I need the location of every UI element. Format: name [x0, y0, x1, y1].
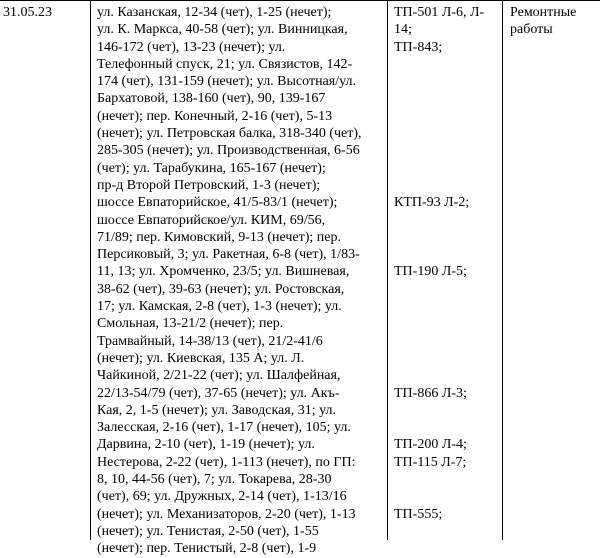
address-line: (чет), 69; ул. Дружных, 2-14 (чет), 1-13/16 [97, 489, 347, 505]
address-line: (нечет); пер. Конечный, 2-16 (чет), 5-13 [97, 108, 333, 124]
substation-line: ТП-843; [394, 39, 443, 55]
address-line: 285-305 (нечет); ул. Производственная, 6-56 [97, 143, 360, 159]
substation-line [394, 488, 484, 505]
substation-line [394, 212, 484, 229]
column-divider-date [90, 0, 91, 540]
address-line: 38-62 (чет), 39-63 (нечет); ул. Ростовская, [97, 281, 345, 297]
substation-line: ТП-190 Л-5; [394, 264, 467, 280]
address-line: Телефонный спуск, 21; ул. Связистов, 142- [97, 56, 353, 72]
substation-line [394, 90, 484, 107]
substation-line [394, 402, 484, 419]
substation-line: ТП-115 Л-7; [394, 454, 467, 470]
substation-line: ТП-555; [394, 506, 443, 522]
address-line: (чет); ул. Тарабукина, 165-167 (нечет); [97, 160, 326, 176]
substation-line [394, 298, 484, 315]
address-line: Трамвайный, 14-38/13 (чет), 21/2-41/6 [97, 333, 323, 349]
substation-line [394, 160, 484, 177]
substation-line [394, 367, 484, 384]
address-line: Залесская, 2-16 (чет), 1-17 (нечет), 105; ул. [97, 420, 351, 436]
substation-line [394, 471, 484, 488]
work-type-line: работы [510, 22, 553, 38]
address-line: шоссе Евпаторийское/ул. КИМ, 69/56, [97, 212, 326, 228]
address-line: ул. Казанская, 12-34 (чет), 1-25 (нечет); [97, 5, 332, 20]
address-line: Дарвина, 2-10 (чет), 1-19 (нечет); ул. [97, 437, 315, 453]
column-divider-address [387, 0, 388, 540]
address-line: Кая, 2, 1-5 (нечет); ул. Заводская, 31; ул. [97, 402, 336, 418]
substation-line [394, 315, 484, 332]
substation-line [394, 177, 484, 194]
address-line: 22/13-54/79 (чет), 37-65 (нечет); ул. Акъ- [97, 385, 340, 401]
substation-line [394, 73, 484, 90]
substation-line [394, 333, 484, 350]
column-divider-tp [502, 0, 503, 540]
address-line: 11, 13; ул. Хромченко, 23/5; ул. Вишневая, [97, 264, 350, 280]
address-line: Бархатовой, 138-160 (чет), 90, 139-167 [97, 91, 326, 107]
date-text: 31.05.23 [3, 5, 52, 20]
address-line: (нечет); ул. Киевская, 135 А; ул. Л. [97, 350, 305, 366]
substation-line: ТП-501 Л-6, Л- [394, 5, 485, 20]
substation-line [394, 125, 484, 142]
substation-line [394, 142, 484, 159]
substation-line: ТП-866 Л-3; [394, 385, 467, 401]
address-line: 174 (чет), 131-159 (нечет); ул. Высотная/ул. [97, 74, 356, 90]
address-line: 146-172 (чет), 13-23 (нечет); ул. [97, 39, 286, 55]
address-line: (нечет); ул. Тенистая, 2-50 (чет), 1-55 [97, 523, 319, 539]
substation-line [394, 350, 484, 367]
work-type-cell [510, 4, 576, 39]
substation-line [394, 229, 484, 246]
address-line: шоссе Евпаторийское, 41/5-83/1 (нечет); [97, 195, 338, 211]
substation-line [394, 419, 484, 436]
address-line: (нечет); пер. Тенистый, 2-8 (чет), 1-9 [97, 541, 317, 557]
address-line: пр-д Второй Петровский, 1-3 (нечет); [97, 177, 321, 193]
substation-line [394, 281, 484, 298]
substation-line: КТП-93 Л-2; [394, 195, 470, 211]
address-cell [97, 4, 362, 558]
substation-line: 14; [394, 22, 412, 38]
address-line: Чайкиной, 2/21-22 (чет); ул. Шалфейная, [97, 368, 341, 384]
substation-line: ТП-200 Л-4; [394, 437, 467, 453]
address-line: Нестерова, 2-22 (чет), 1-113 (нечет), по ГП: [97, 454, 356, 470]
work-type-line: Ремонтные [510, 5, 577, 20]
substation-cell [394, 4, 484, 523]
substation-line [394, 56, 484, 73]
address-line: Смольная, 13-21/2 (нечет); пер. [97, 316, 284, 332]
substation-line [394, 108, 484, 125]
address-line: 71/89; пер. Кимовский, 9-13 (нечет); пер. [97, 229, 342, 245]
address-line: (нечет); ул. Механизаторов, 2-20 (чет), 1-13 [97, 506, 356, 522]
address-line: 17; ул. Камская, 2-8 (чет), 1-3 (нечет); ул. [97, 299, 342, 315]
substation-line [394, 246, 484, 263]
address-line: 8, 10, 44-56 (чет), 7; ул. Токарева, 28-30 [97, 472, 332, 488]
address-line: Персиковый, 3; ул. Ракетная, 6-8 (чет), 1/83- [97, 247, 360, 263]
address-line: (нечет); ул. Петровская балка, 318-340 (чет), [97, 126, 362, 142]
address-line: ул. К. Маркса, 40-58 (чет); ул. Винницкая, [97, 22, 348, 38]
date-cell [3, 4, 52, 21]
